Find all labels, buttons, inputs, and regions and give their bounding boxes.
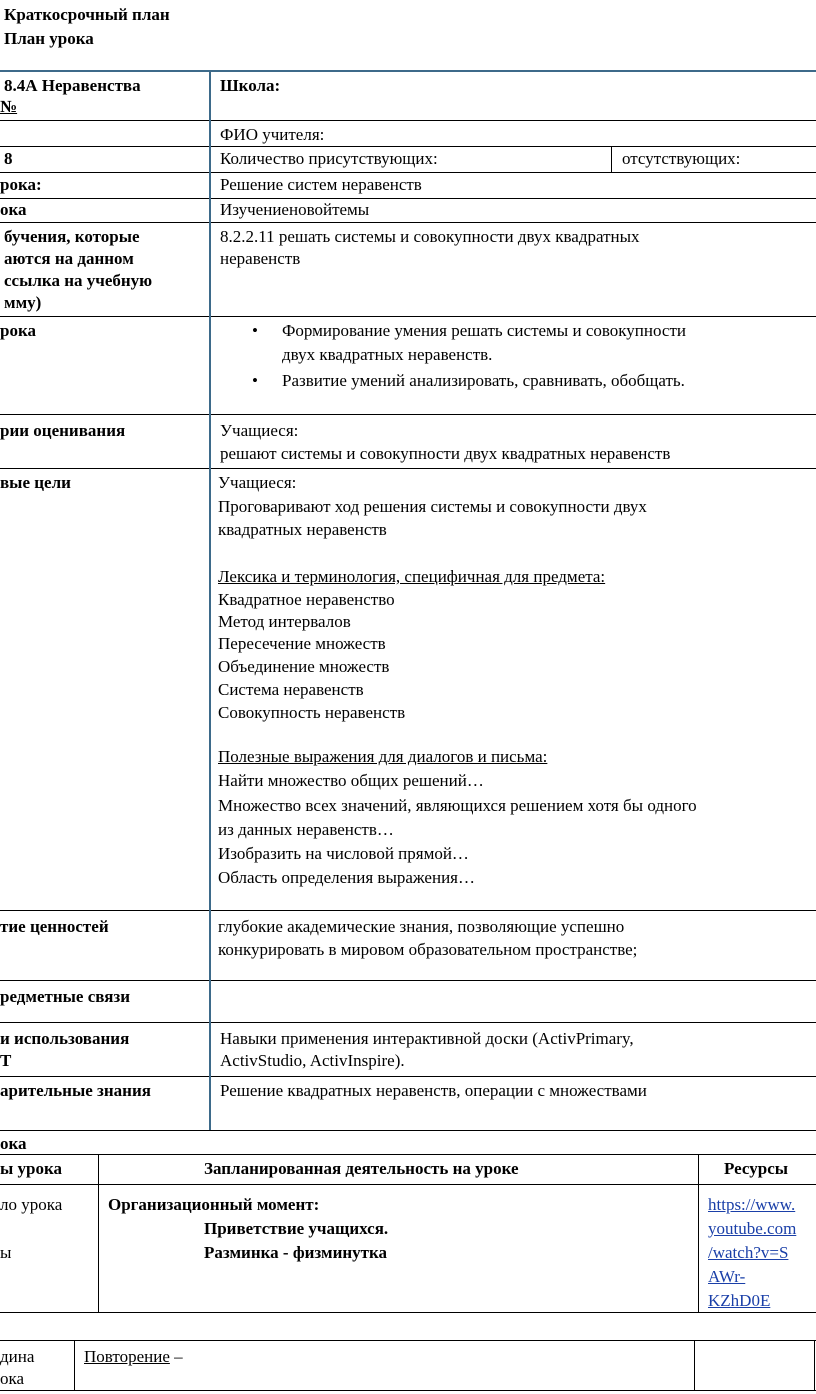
mid-stage-cell: ока: [0, 1369, 25, 1388]
ict-value: Навыки применения интерактивной доски (ActivPrimary,: [220, 1029, 634, 1048]
ict-label: Т: [0, 1051, 12, 1070]
repetition-label: Повторение: [84, 1347, 170, 1366]
resources-column-header: Ресурсы: [724, 1159, 789, 1178]
aim-item: Развитие умений анализировать, сравнивать, обобщать.: [282, 371, 685, 390]
plan-heading: ока: [0, 1134, 27, 1153]
objectives-value: 8.2.2.11 решать системы и совокупности двух квадратных: [220, 227, 640, 246]
resource-link-line[interactable]: KZhD0E: [708, 1291, 771, 1310]
values-value: глубокие академические знания, позволяющие успешно: [218, 917, 625, 936]
repetition-dash: –: [169, 1347, 183, 1366]
repetition-cell: [84, 1346, 183, 1368]
ict-value: ActivStudio, ActivInspire).: [220, 1051, 405, 1070]
teacher-label: ФИО учителя:: [220, 125, 325, 144]
values-label: тие ценностей: [0, 917, 109, 936]
lesson-topic-value: Решение систем неравенств: [220, 175, 422, 194]
stage-column-header: ы урока: [0, 1159, 63, 1178]
school-label: Школа:: [220, 76, 281, 95]
activity-line: Разминка - физминутка: [204, 1243, 388, 1262]
bullet-icon: •: [252, 371, 258, 390]
number-sign: №: [0, 97, 18, 116]
language-intro: Учащиеся:: [218, 473, 297, 492]
resource-link-line[interactable]: /watch?v=S: [708, 1243, 789, 1262]
aim-item: Формирование умения решать системы и совокупности: [282, 321, 686, 340]
objectives-value: неравенств: [220, 249, 301, 268]
language-intro: квадратных неравенств: [218, 520, 387, 539]
values-value: конкурировать в мировом образовательном пространстве;: [218, 940, 638, 959]
vocab-item: Совокупность неравенств: [218, 703, 406, 722]
lesson-type-value: Изучениеновойтемы: [220, 200, 370, 219]
lesson-type-label: ока: [0, 200, 27, 219]
language-aims-label: вые цели: [0, 473, 71, 492]
vocab-item: Пересечение множеств: [218, 634, 386, 653]
activity-title: Организационный момент:: [108, 1195, 320, 1214]
stage-cell: ло урока: [0, 1195, 63, 1214]
aims-label: рока: [0, 321, 36, 340]
cross-curricular-label: редметные связи: [0, 987, 131, 1006]
resource-link-line[interactable]: AWr-: [708, 1267, 746, 1286]
absent-count-label: отсутствующих:: [622, 149, 741, 168]
plan-title: Краткосрочный план: [4, 5, 170, 24]
vocab-item: Объединение множеств: [218, 657, 390, 676]
phrases-heading: Полезные выражения для диалогов и письма:: [218, 747, 548, 766]
criteria-value: Учащиеся:: [220, 421, 299, 440]
phrase-item: из данных неравенств…: [218, 820, 394, 839]
activity-line: Приветствие учащихся.: [204, 1219, 389, 1238]
aim-item: двух квадратных неравенств.: [282, 345, 493, 364]
vocab-item: Система неравенств: [218, 680, 364, 699]
objectives-label: мму): [4, 293, 42, 312]
language-intro: Проговаривают ход решения системы и совокупности двух: [218, 497, 647, 516]
resource-link-line[interactable]: youtube.com: [708, 1219, 797, 1238]
phrase-item: Множество всех значений, являющихся решением хотя бы одного: [218, 796, 697, 815]
bullet-icon: •: [252, 321, 258, 340]
prior-knowledge-value: Решение квадратных неравенств, операции с множествами: [220, 1081, 647, 1100]
topic-label: 8.4А Неравенства: [4, 76, 141, 95]
lesson-topic-label: рока:: [0, 175, 42, 194]
criteria-label: рии оценивания: [0, 421, 126, 440]
prior-knowledge-label: арительные знания: [0, 1081, 151, 1100]
vocab-heading: Лексика и терминология, специфичная для предмета:: [218, 567, 606, 586]
vocab-item: Метод интервалов: [218, 612, 351, 631]
objectives-label: ссылка на учебную: [4, 271, 153, 290]
phrase-item: Изобразить на числовой прямой…: [218, 844, 469, 863]
objectives-label: аются на данном: [4, 249, 134, 268]
phrase-item: Область определения выражения…: [218, 868, 475, 887]
resource-link-line[interactable]: https://www.: [708, 1195, 796, 1214]
activity-column-header: Запланированная деятельность на уроке: [204, 1159, 519, 1178]
vocab-item: Квадратное неравенство: [218, 590, 395, 609]
criteria-value: решают системы и совокупности двух квадратных неравенств: [220, 444, 671, 463]
present-count-label: Количество присутствующих:: [220, 149, 438, 168]
mid-stage-cell: дина: [0, 1347, 35, 1366]
ict-label: и использования: [0, 1029, 130, 1048]
objectives-label: бучения, которые: [4, 227, 140, 246]
grade-label: 8: [4, 149, 13, 168]
phrase-item: Найти множество общих решений…: [218, 771, 484, 790]
stage-cell: ы: [0, 1243, 12, 1262]
lesson-plan-subtitle: План урока: [4, 29, 94, 48]
